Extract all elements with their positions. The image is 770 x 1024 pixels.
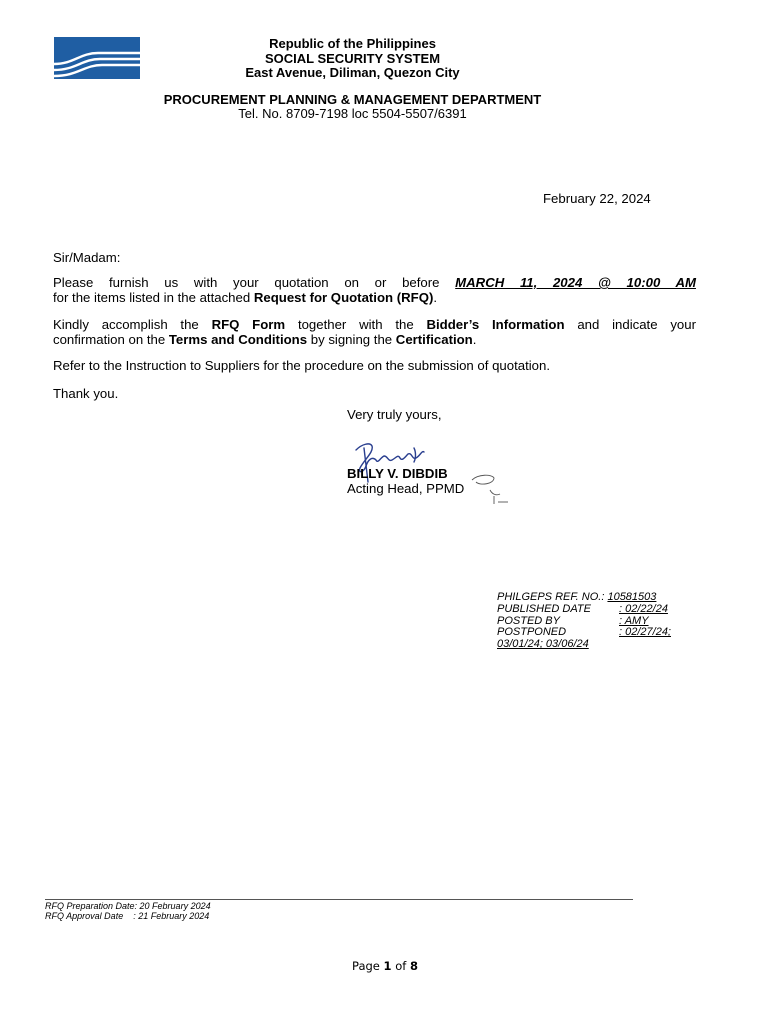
- rfq-form-reference: RFQ Form: [211, 317, 286, 332]
- paragraph-line: [53, 275, 696, 290]
- posted-value: : AMY: [619, 614, 649, 627]
- page-number: [0, 959, 770, 973]
- terms-reference: Terms and Conditions: [168, 332, 308, 347]
- header-address: East Avenue, Diliman, Quezon City: [245, 65, 460, 80]
- posting-references: [497, 592, 671, 651]
- postponed-value: : 02/27/24;: [619, 626, 671, 639]
- para1-text-b: for the items listed in the attached: [53, 290, 251, 305]
- header-department: PROCUREMENT PLANNING & MANAGEMENT DEPARTMENT: [163, 92, 542, 107]
- signatory-title: Acting Head, PPMD: [347, 481, 465, 496]
- signatory-name: BILLY V. DIBDIB: [347, 466, 448, 481]
- page-word: Page: [352, 959, 380, 973]
- para2-period: .: [472, 332, 477, 347]
- deadline: MARCH 11, 2024 @ 10:00 AM: [455, 275, 696, 290]
- para1-period: .: [433, 290, 438, 305]
- para2-text-a: Kindly accomplish the: [53, 317, 199, 332]
- paragraph-line: [53, 290, 696, 305]
- para1-text-a: Please furnish us with your quotation on or before: [53, 275, 440, 290]
- closing: Very truly yours,: [347, 407, 442, 422]
- postponed-continued-row: [497, 639, 671, 651]
- paragraph-quotation-request: [53, 275, 696, 305]
- paragraph-line: Kindly accomplish the RFQ Form together with the Bidder’s Information and indicate your: [53, 317, 696, 332]
- published-value: : 02/22/24: [619, 602, 668, 615]
- page-total: 8: [409, 959, 418, 973]
- header-agency: SOCIAL SECURITY SYSTEM: [264, 51, 441, 66]
- para2-text-d: by signing the: [310, 332, 393, 347]
- header-republic: Republic of the Philippines: [269, 36, 436, 51]
- page-of-word: of: [395, 959, 407, 973]
- rfq-approval-date: RFQ Approval Date : 21 February 2024: [45, 911, 210, 921]
- paragraph-refer-instructions: Refer to the Instruction to Suppliers for the procedure on the submission of quotation.: [53, 358, 551, 373]
- header-telephone: Tel. No. 8709-7198 loc 5504-5507/6391: [238, 106, 467, 121]
- postponed-label: POSTPONED: [497, 626, 567, 639]
- certification-reference: Certification: [395, 332, 473, 347]
- postponed-continued-value: 03/01/24; 03/06/24: [497, 638, 589, 651]
- paragraph-line: confirmation on the Terms and Conditions by signing the Certification.: [53, 332, 477, 347]
- footer-divider: [45, 899, 633, 900]
- salutation: Sir/Madam:: [53, 250, 121, 265]
- rfq-preparation-date: RFQ Preparation Date: 20 February 2024: [45, 901, 211, 911]
- letter-date: February 22, 2024: [543, 191, 651, 206]
- posted-label: POSTED BY: [497, 614, 560, 627]
- philgeps-value: 10581503: [607, 591, 657, 603]
- para2-text-b: together with the: [297, 317, 414, 332]
- rfq-reference: Request for Quotation (RFQ): [253, 290, 434, 305]
- bidder-info-reference: Bidder’s Information: [426, 317, 565, 332]
- thank-you: Thank you.: [53, 386, 119, 401]
- published-label: PUBLISHED DATE: [497, 602, 591, 615]
- philgeps-label: PHILGEPS REF. NO.:: [497, 591, 605, 603]
- page-current: 1: [383, 959, 392, 973]
- paragraph-instructions: [53, 317, 696, 347]
